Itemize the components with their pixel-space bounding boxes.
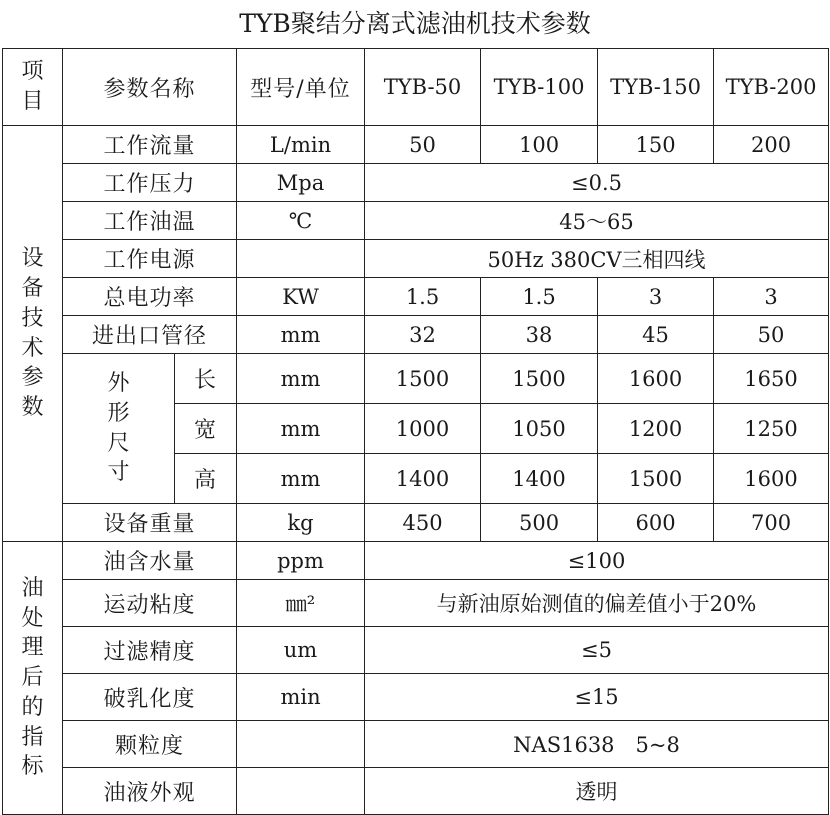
table-row [3,202,829,240]
table-row [3,627,829,674]
param-value: 600 [598,504,714,542]
param-value: 1600 [714,454,829,504]
param-sublabel: 高 [175,454,237,504]
param-value: 1.5 [365,278,481,316]
param-value: 1500 [365,354,481,404]
param-label: 进出口管径 [63,316,237,354]
param-unit: Mpa [237,164,365,202]
param-label: 过滤精度 [63,627,237,674]
table-row [3,278,829,316]
param-unit: KW [237,278,365,316]
param-value: 50Hz 380CV三相四线 [365,240,829,278]
param-unit: ℃ [237,202,365,240]
param-value: 1400 [481,454,598,504]
param-value: ≤15 [365,674,829,721]
spec-table [2,48,829,815]
table-row [3,126,829,164]
param-value: 1650 [714,354,829,404]
param-unit [237,768,365,815]
param-unit: mm [237,316,365,354]
param-value: 450 [365,504,481,542]
table-row [3,240,829,278]
param-sublabel: 宽 [175,404,237,454]
param-value: 1250 [714,404,829,454]
param-label: 工作流量 [63,126,237,164]
dimensions-label: 外形尺寸 [63,354,175,504]
table-row [3,354,829,404]
header-model: TYB-200 [714,49,829,126]
table-row [3,164,829,202]
param-value: NAS1638 5~8 [365,721,829,768]
group-oil-after-label: 油处理后的指标 [3,542,63,815]
param-value: 3 [714,278,829,316]
param-label: 破乳化度 [63,674,237,721]
param-value: 透明 [365,768,829,815]
param-value: 45～65 [365,202,829,240]
param-value: 3 [598,278,714,316]
param-label: 总电功率 [63,278,237,316]
group-equipment-label: 设备技术参数 [3,126,63,542]
table-row [3,580,829,627]
header-model: TYB-100 [481,49,598,126]
param-unit: mm [237,404,365,454]
param-value: ≤100 [365,542,829,580]
table-row [3,316,829,354]
param-value: 200 [714,126,829,164]
param-label: 设备重量 [63,504,237,542]
param-value: 38 [481,316,598,354]
param-value: 500 [481,504,598,542]
param-unit: um [237,627,365,674]
param-label: 工作电源 [63,240,237,278]
param-unit [237,240,365,278]
param-unit [237,721,365,768]
table-row [3,504,829,542]
param-label: 油含水量 [63,542,237,580]
header-model: TYB-50 [365,49,481,126]
param-value: 50 [714,316,829,354]
param-value: 100 [481,126,598,164]
param-value: 150 [598,126,714,164]
table-row [3,674,829,721]
param-value: ≤5 [365,627,829,674]
header-param-name: 参数名称 [63,49,237,126]
table-header-row [3,49,829,126]
param-value: 1500 [481,354,598,404]
param-unit: mm [237,454,365,504]
param-value: 1050 [481,404,598,454]
param-value: 700 [714,504,829,542]
param-unit: L/min [237,126,365,164]
param-value: 50 [365,126,481,164]
param-value: 1600 [598,354,714,404]
table-row [3,768,829,815]
param-value: 1500 [598,454,714,504]
param-sublabel: 长 [175,354,237,404]
param-label: 油液外观 [63,768,237,815]
param-value: 1200 [598,404,714,454]
header-unit: 型号/单位 [237,49,365,126]
param-unit: kg [237,504,365,542]
header-item: 项目 [3,49,63,126]
table-row [3,721,829,768]
param-value: 1400 [365,454,481,504]
param-label: 工作压力 [63,164,237,202]
param-label: 工作油温 [63,202,237,240]
param-value: 与新油原始测值的偏差值小于20% [365,580,829,627]
param-unit: min [237,674,365,721]
param-value: ≤0.5 [365,164,829,202]
param-label: 颗粒度 [63,721,237,768]
param-unit: mm [237,354,365,404]
param-unit: ppm [237,542,365,580]
param-value: 32 [365,316,481,354]
param-value: 45 [598,316,714,354]
param-unit: ㎜² [237,580,365,627]
table-row [3,542,829,580]
param-value: 1.5 [481,278,598,316]
document-title: TYB聚结分离式滤油机技术参数 [239,9,591,38]
header-model: TYB-150 [598,49,714,126]
param-label: 运动粘度 [63,580,237,627]
param-value: 1000 [365,404,481,454]
